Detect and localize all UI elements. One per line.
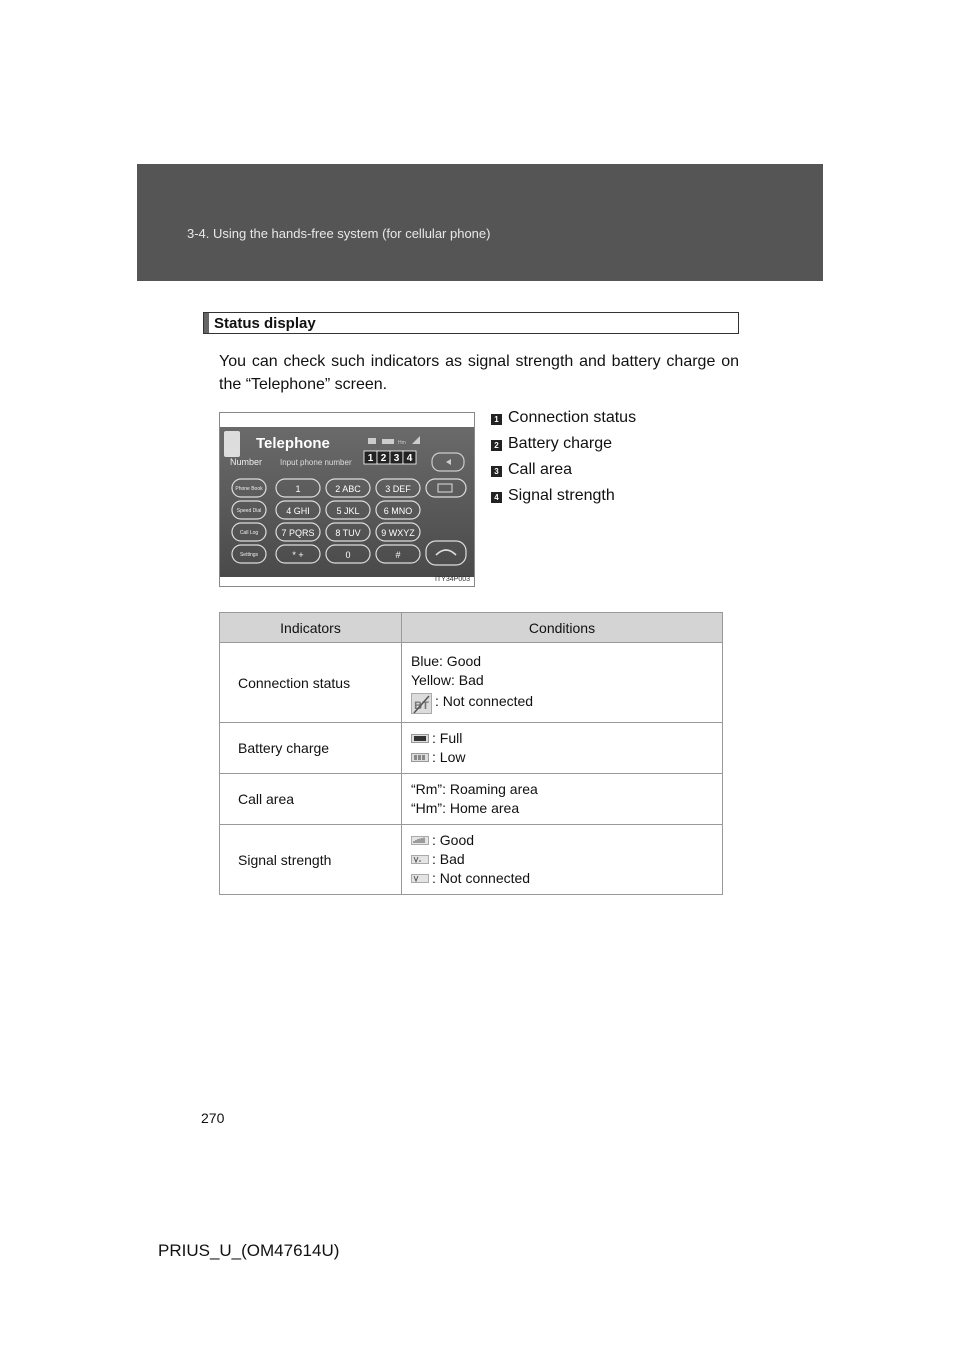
callout-number-icon: 3	[491, 466, 502, 477]
indicator-cell: Battery charge	[220, 723, 402, 774]
phone-icon	[224, 431, 240, 457]
image-code: ITY34P003	[434, 576, 470, 583]
conditions-cell	[402, 643, 723, 723]
heading-text: Status display	[214, 315, 316, 332]
condition-line	[411, 690, 714, 714]
conditions-cell	[402, 723, 723, 774]
callout-number-icon: 4	[491, 492, 502, 503]
signal-bad-icon	[411, 855, 429, 864]
legend-label: Connection status	[508, 409, 637, 426]
svg-text:4: 4	[406, 453, 413, 464]
conditions-cell	[402, 825, 723, 895]
condition-line: Blue: Good	[411, 652, 482, 669]
condition-line: “Hm”: Home area	[411, 800, 520, 816]
input-placeholder: Input phone number	[280, 458, 352, 467]
table-row	[220, 825, 723, 895]
condition-text: : Not connected	[432, 870, 531, 886]
svg-text:8 TUV: 8 TUV	[335, 528, 361, 538]
svg-text:Speed Dial: Speed Dial	[236, 508, 262, 514]
svg-text:3 DEF: 3 DEF	[385, 484, 411, 494]
condition-line	[411, 869, 714, 888]
svg-text:#: #	[395, 550, 401, 560]
condition-text: : Not connected	[435, 693, 534, 709]
table-row	[220, 643, 723, 723]
page-number: 270	[201, 1110, 225, 1126]
status-display-heading	[203, 312, 739, 334]
condition-text: : Good	[432, 832, 475, 848]
svg-text:9 WXYZ: 9 WXYZ	[381, 528, 415, 538]
condition-line	[411, 850, 714, 869]
indicator-cell: Connection status	[220, 643, 402, 723]
svg-text:Hm: Hm	[398, 440, 406, 446]
callout-number-icon: 2	[491, 440, 502, 451]
battery-status-icon	[382, 439, 394, 444]
conditions-cell	[402, 774, 723, 825]
column-header-conditions: Conditions	[402, 613, 723, 643]
screen-title: Telephone	[256, 435, 330, 452]
table-row	[220, 774, 723, 825]
svg-text:2 ABC: 2 ABC	[335, 484, 361, 494]
telephone-screen-illustration	[220, 413, 474, 586]
legend-label: Battery charge	[508, 435, 613, 452]
column-header-indicators: Indicators	[220, 613, 402, 643]
svg-text:2: 2	[380, 453, 387, 464]
table-row	[220, 723, 723, 774]
model-code: PRIUS_U_(OM47614U)	[158, 1241, 340, 1260]
telephone-screen-figure	[219, 412, 475, 587]
svg-text:BT: BT	[414, 699, 429, 712]
condition-line	[411, 729, 714, 748]
condition-text: : Low	[432, 749, 466, 765]
number-label: Number	[230, 457, 263, 467]
svg-text:1: 1	[295, 484, 301, 494]
bluetooth-icon	[411, 693, 432, 714]
battery-low-icon	[411, 753, 429, 762]
signal-good-icon	[411, 836, 429, 845]
svg-text:7 PQRS: 7 PQRS	[281, 528, 315, 538]
section-title: 3-4. Using the hands-free system (for cellular phone)	[187, 226, 491, 241]
svg-text:0: 0	[345, 550, 351, 560]
svg-text:Call Log: Call Log	[239, 530, 259, 536]
intro-paragraph: You can check such indicators as signal strength and battery charge on the “Telephone” screen.	[219, 353, 739, 393]
battery-full-icon	[411, 734, 429, 743]
svg-text:Settings: Settings	[239, 552, 259, 558]
legend-label: Call area	[508, 461, 573, 478]
indicators-table	[219, 612, 723, 895]
bt-status-icon	[368, 438, 376, 444]
indicator-cell: Signal strength	[220, 825, 402, 895]
condition-line: “Rm”: Roaming area	[411, 781, 538, 797]
svg-text:1: 1	[367, 453, 374, 464]
svg-text:Phone Book: Phone Book	[235, 486, 263, 492]
signal-none-icon	[411, 874, 429, 883]
indicator-cell: Call area	[220, 774, 402, 825]
legend-label: Signal strength	[508, 487, 615, 504]
callout-number-icon: 1	[491, 414, 502, 425]
table-header-row	[220, 613, 723, 643]
svg-text:5 JKL: 5 JKL	[336, 506, 360, 516]
svg-text:3: 3	[393, 453, 400, 464]
condition-text: : Full	[432, 730, 463, 746]
header-band	[137, 164, 823, 281]
svg-text:4 GHI: 4 GHI	[286, 506, 310, 516]
condition-line: Yellow: Bad	[411, 671, 484, 688]
condition-line	[411, 748, 714, 767]
svg-text:6 MNO: 6 MNO	[383, 506, 413, 516]
svg-text:* +: * +	[292, 550, 304, 560]
callout-boxes	[364, 451, 416, 464]
heading-bar	[204, 313, 209, 333]
condition-line	[411, 831, 714, 850]
condition-text: : Bad	[432, 851, 465, 867]
